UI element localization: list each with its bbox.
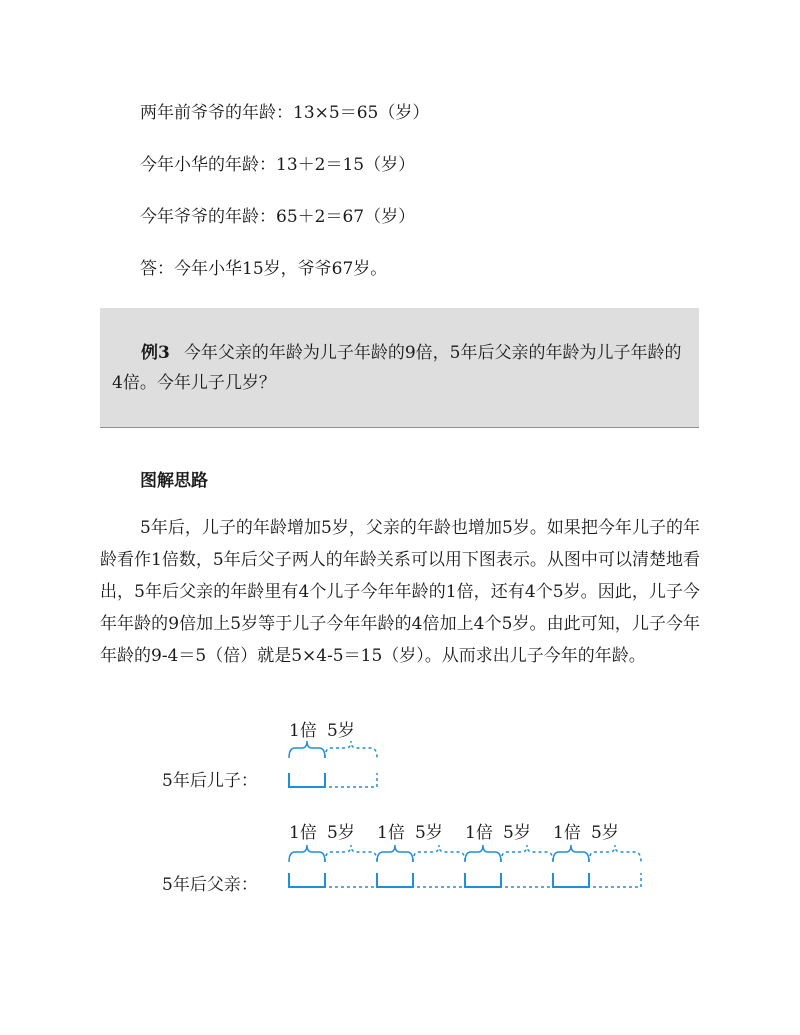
father-extra-label: 5岁 xyxy=(591,823,619,843)
father-unit-segment xyxy=(289,873,325,887)
example-box xyxy=(100,308,699,428)
father-extra-label: 5岁 xyxy=(415,823,443,843)
father-extra-segment xyxy=(325,873,377,887)
explanation-paragraph xyxy=(100,512,700,672)
father-unit-label: 1倍 xyxy=(377,823,405,843)
example-label: 例3 xyxy=(141,343,170,363)
father-unit-label: 1倍 xyxy=(465,823,493,843)
father-unit-label: 1倍 xyxy=(553,823,581,843)
father-extra-brace xyxy=(413,845,465,862)
father-unit-brace xyxy=(553,845,589,862)
son-extra-segment xyxy=(325,773,377,787)
segment-diagram xyxy=(0,700,800,900)
example-question: 今年父亲的年龄为儿子年龄的9倍，5年后父亲的年龄为儿子年龄的4倍。今年儿子几岁？ xyxy=(112,343,682,393)
text-line-1: 两年前爷爷的年龄：13×5＝65（岁） xyxy=(140,103,430,123)
answer-line: 答：今年小华15岁，爷爷67岁。 xyxy=(140,259,388,279)
father-unit-brace xyxy=(465,845,501,862)
father-unit-segment xyxy=(553,873,589,887)
father-extra-brace xyxy=(325,845,377,862)
father-row-label: 5年后父亲： xyxy=(162,875,258,895)
father-extra-segment xyxy=(501,873,553,887)
son-extra-label: 5岁 xyxy=(327,721,355,741)
father-unit-brace xyxy=(377,845,413,862)
son-unit-segment xyxy=(289,773,325,787)
section-heading: 图解思路 xyxy=(140,471,208,491)
father-unit-segment xyxy=(465,873,501,887)
father-extra-label: 5岁 xyxy=(503,823,531,843)
son-unit-label: 1倍 xyxy=(289,721,317,741)
father-extra-brace xyxy=(501,845,553,862)
father-extra-label: 5岁 xyxy=(327,823,355,843)
son-extra-brace xyxy=(325,741,377,758)
father-extra-segment xyxy=(413,873,465,887)
father-extra-segment xyxy=(589,873,641,887)
father-unit-segment xyxy=(377,873,413,887)
text-line-2: 今年小华的年龄：13＋2＝15（岁） xyxy=(140,155,416,175)
text-line-3: 今年爷爷的年龄：65＋2＝67（岁） xyxy=(140,207,416,227)
explanation-text: 5年后，儿子的年龄增加5岁，父亲的年龄也增加5岁。如果把今年儿子的年龄看作1倍数，5年后父子两人的年龄关系可以用下图表示。从图中可以清楚地看出，5年后父亲的年龄里有4个儿子今年年龄的1倍，还有4个5岁。因此，儿子今年年龄的9倍加上5岁等于儿子今年年龄的4倍加上4个5岁。由此可知，儿子今年年龄的9-4＝5（倍）就是5×4-5＝15（岁）。从而求出儿子今年的年龄。 xyxy=(100,518,700,666)
segment-diagram-svg xyxy=(0,700,800,900)
son-unit-brace xyxy=(289,741,325,758)
example-text-block xyxy=(112,338,692,398)
son-row-label: 5年后儿子： xyxy=(162,771,258,791)
father-unit-brace xyxy=(289,845,325,862)
father-extra-brace xyxy=(589,845,641,862)
father-unit-label: 1倍 xyxy=(289,823,317,843)
